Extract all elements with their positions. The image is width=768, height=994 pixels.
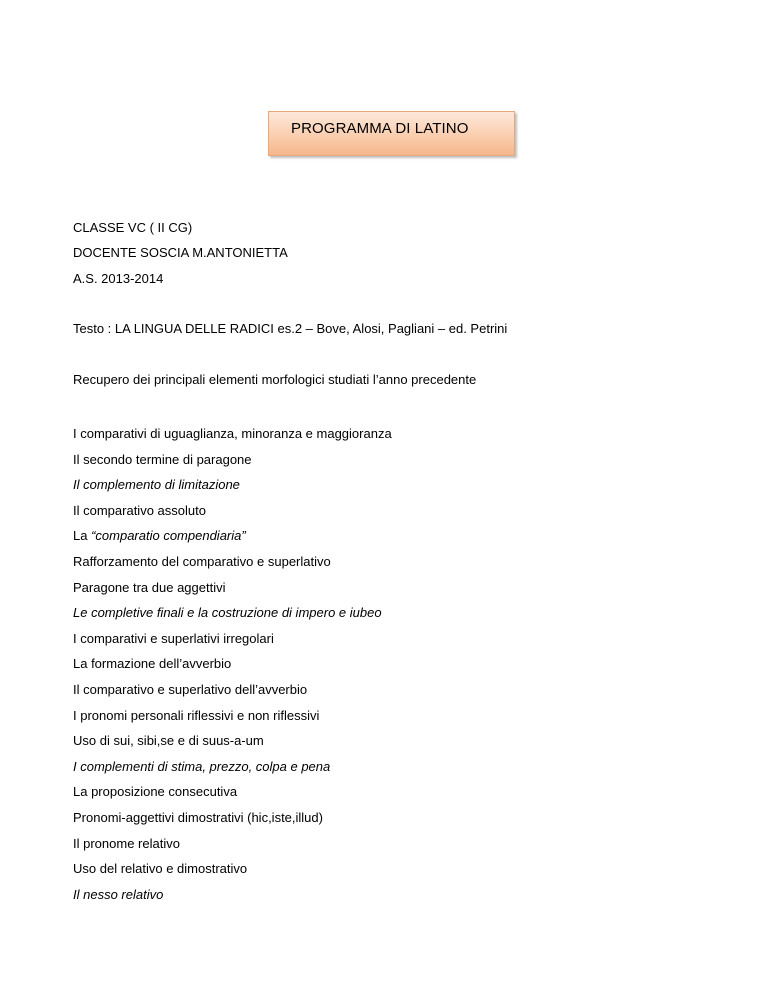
topic-prefix: La [73, 528, 92, 543]
topic-item: La proposizione consecutiva [73, 784, 238, 799]
topic-item: I comparativi di uguaglianza, minoranza e maggioranza [73, 426, 392, 441]
review-line: Recupero dei principali elementi morfologici studiati l’anno precedente [73, 372, 477, 387]
topic-item: Il pronome relativo [73, 836, 180, 851]
class-line: CLASSE VC ( II CG) [73, 220, 193, 235]
topic-item: Le completive finali e la costruzione di impero e iubeo [73, 605, 382, 620]
topic-item: I comparativi e superlativi irregolari [73, 631, 274, 646]
textbook-line: Testo : LA LINGUA DELLE RADICI es.2 – Bove, Alosi, Pagliani – ed. Petrini [73, 321, 508, 336]
topic-item: Rafforzamento del comparativo e superlativo [73, 554, 331, 569]
topic-item: I pronomi personali riflessivi e non riflessivi [73, 708, 320, 723]
topic-item: Uso di sui, sibi,se e di suus-a-um [73, 733, 264, 748]
topic-item: Il comparativo e superlativo dell’avverbio [73, 682, 308, 697]
topic-item: Il complemento di limitazione [73, 477, 240, 492]
title-box [268, 111, 515, 156]
topic-item: Uso del relativo e dimostrativo [73, 861, 248, 876]
topic-item: Pronomi-aggettivi dimostrativi (hic,iste,illud) [73, 810, 323, 825]
topic-item: Il comparativo assoluto [73, 503, 206, 518]
topic-item: La formazione dell’avverbio [73, 656, 232, 671]
topic-item: Il secondo termine di paragone [73, 452, 252, 467]
topic-item: Il nesso relativo [73, 887, 164, 902]
topic-italic-term: “comparatio compendiaria” [91, 528, 246, 543]
teacher-line: DOCENTE SOSCIA M.ANTONIETTA [73, 245, 288, 260]
school-year-line: A.S. 2013-2014 [73, 271, 164, 286]
topic-item: I complementi di stima, prezzo, colpa e pena [73, 759, 331, 774]
document-title: PROGRAMMA DI LATINO [291, 120, 469, 137]
topic-item [73, 528, 246, 544]
topic-item: Paragone tra due aggettivi [73, 580, 226, 595]
